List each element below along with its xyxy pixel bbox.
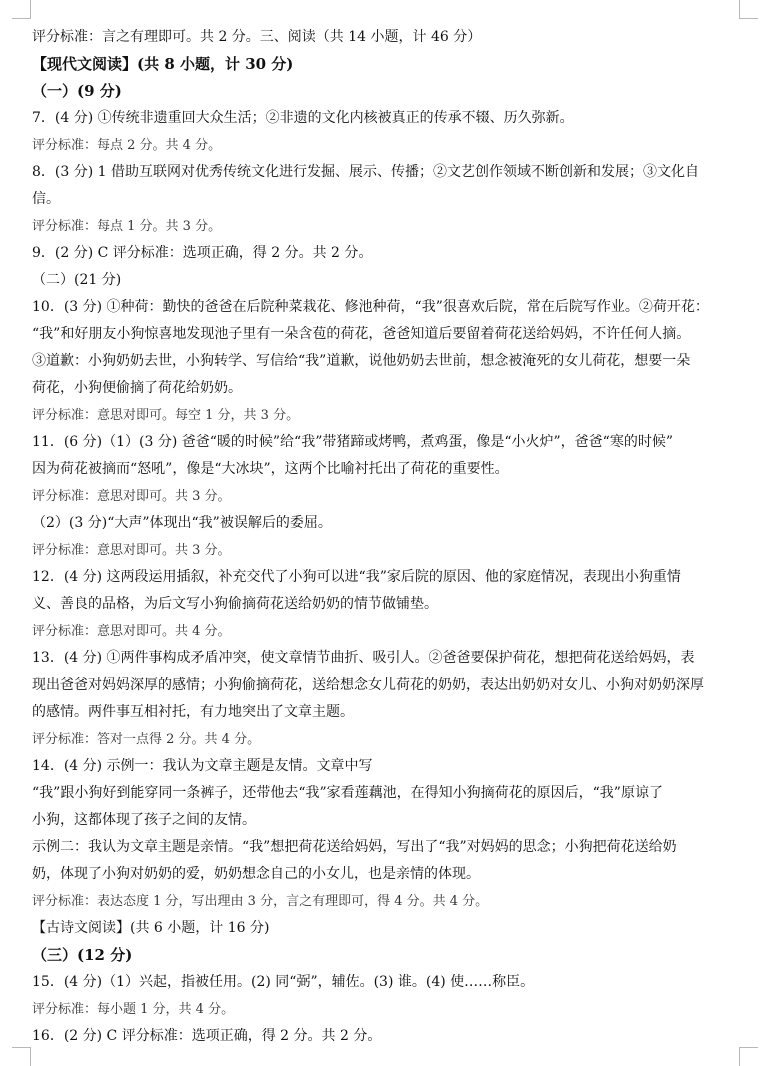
crop-mark-top-right — [739, 0, 758, 19]
answer-line: 奶，体现了小狗对奶奶的爱，奶奶想念自己的小女儿，也是亲情的体现。 — [32, 866, 480, 882]
answer-line: “我”和好朋友小狗惊喜地发现池子里有一朵含苞的荷花，爸爸知道后要留着荷花送给妈妈，不许任何人摘。 — [32, 326, 691, 342]
answer-line: 荷花，小狗便偷摘了荷花给奶奶。 — [32, 380, 242, 396]
answer-line: ③道歉：小狗奶奶去世，小狗转学、写信给“我”道歉，说他奶奶去世前，想念被淹死的女儿荷花，想要一朵 — [32, 353, 691, 369]
section-heading: 【现代文阅读】(共 8 小题，计 30 分) — [32, 55, 294, 73]
answer-line: 的感情。两件事互相衬托，有力地突出了文章主题。 — [32, 704, 354, 720]
answer-line: “我”跟小狗好到能穿同一条裤子，还带他去“我”家看莲藕池，在得知小狗摘荷花的原因后，“我”原谅了 — [32, 785, 663, 801]
answer-line: 现出爸爸对妈妈深厚的感情；小狗偷摘荷花，送给想念女儿荷花的奶奶，表达出奶奶对女儿、小狗对奶奶深厚 — [32, 677, 704, 693]
scoring-criteria: 评分标准：意思对即可。共 4 分。 — [32, 624, 231, 639]
answer-line: 义、善良的品格，为后文写小狗偷摘荷花送给奶奶的情节做铺垫。 — [32, 596, 438, 612]
answer-line: 16．(2 分) C 评分标准：选项正确，得 2 分。共 2 分。 — [32, 1028, 382, 1044]
answer-line: 信。 — [32, 191, 60, 207]
subsection-heading: （二）(21 分) — [32, 272, 122, 288]
answer-line: 评分标准：言之有理即可。共 2 分。三、阅读（共 14 小题，计 46 分） — [32, 29, 482, 45]
scoring-criteria: 评分标准：每点 1 分。共 3 分。 — [32, 219, 222, 234]
scoring-criteria: 评分标准：意思对即可。共 3 分。 — [32, 489, 231, 504]
subsection-heading: 【古诗文阅读】(共 6 小题，计 16 分) — [32, 920, 270, 936]
answer-line: 15．(4 分)（1）兴起，指被任用。(2) 同“弼”，辅佐。(3) 谁。(4) 使……称臣。 — [32, 974, 535, 990]
scoring-criteria: 评分标准：每小题 1 分，共 4 分。 — [32, 1002, 235, 1017]
answer-line: 7．(4 分) ①传统非遗重回大众生活；②非遗的文化内核被真正的传承不辍、历久弥新。 — [32, 110, 574, 126]
answer-line: 8．(3 分) 1 借助互联网对优秀传统文化进行发掘、展示、传播；②文艺创作领域不断创新和发展；③文化自 — [32, 164, 699, 180]
answer-line: 9．(2 分) C 评分标准：选项正确，得 2 分。共 2 分。 — [32, 245, 373, 261]
scoring-criteria: 评分标准：表达态度 1 分，写出理由 3 分，言之有理即可，得 4 分。共 4 分。 — [32, 894, 489, 909]
scoring-criteria: 评分标准：意思对即可。共 3 分。 — [32, 543, 231, 558]
answer-line: 示例二：我认为文章主题是亲情。“我”想把荷花送给妈妈，写出了“我”对妈妈的思念；小狗把荷花送给奶 — [32, 839, 677, 855]
answer-line: 11．(6 分)（1）(3 分) 爸爸“暖的时候”给“我”带猪蹄或烤鸭，煮鸡蛋，像是“小火炉”，爸爸“寒的时候” — [32, 434, 673, 450]
answer-line: 13．(4 分) ①两件事构成矛盾冲突，使文章情节曲折、吸引人。②爸爸要保护荷花，想把荷花送给妈妈，表 — [32, 650, 695, 666]
answer-line: 因为荷花被摘而“怒吼”，像是“大冰块”，这两个比喻衬托出了荷花的重要性。 — [32, 461, 509, 477]
answer-line: 12．(4 分) 这两段运用插叙，补充交代了小狗可以进“我”家后院的原因、他的家庭情况，表现出小狗重情 — [32, 569, 681, 585]
answer-line: 10．(3 分) ①种荷：勤快的爸爸在后院种菜栽花、修池种荷，“我”很喜欢后院，常在后院写作业。②荷开花： — [32, 299, 709, 315]
scoring-criteria: 评分标准：答对一点得 2 分。共 4 分。 — [32, 732, 261, 747]
scoring-criteria: 评分标准：意思对即可。每空 1 分，共 3 分。 — [32, 408, 300, 423]
crop-mark-bottom-left — [12, 1047, 31, 1066]
scoring-criteria: 评分标准：每点 2 分。共 4 分。 — [32, 138, 222, 153]
subsection-heading: （三）(12 分) — [32, 946, 133, 964]
subsection-heading: （一）(9 分) — [32, 82, 122, 100]
answer-key-page — [32, 24, 750, 1050]
answer-line: 14．(4 分) 示例一：我认为文章主题是友情。文章中写 — [32, 758, 373, 774]
answer-line: （2）(3 分)“大声”体现出“我”被误解后的委屈。 — [32, 515, 332, 531]
answer-line: 小狗，这都体现了孩子之间的友情。 — [32, 812, 256, 828]
crop-mark-top-left — [12, 0, 31, 19]
